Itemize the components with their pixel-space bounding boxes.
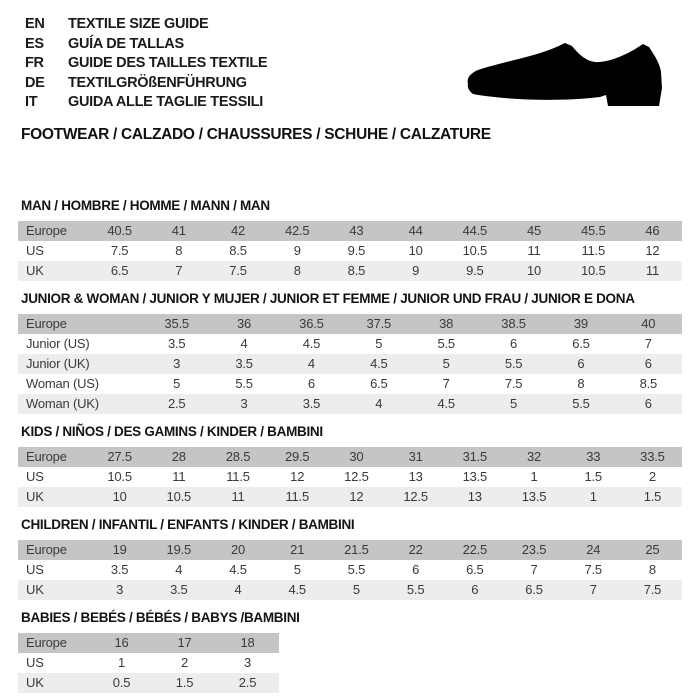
size-table-section [18, 424, 682, 507]
size-value: 2 [180, 655, 189, 670]
size-row [18, 447, 682, 467]
size-row [18, 580, 682, 600]
row-label: US [26, 562, 44, 577]
size-value: 8 [648, 562, 656, 577]
size-value: 3 [116, 582, 124, 597]
size-value: 9 [412, 263, 420, 278]
size-table-section [18, 291, 682, 414]
shoe-icon [463, 36, 667, 116]
size-value: 19 [112, 542, 127, 557]
size-value: 44 [408, 223, 423, 238]
size-value: 11 [231, 489, 245, 504]
size-value: 0.5 [112, 675, 131, 690]
size-value: 9.5 [347, 243, 366, 258]
size-table [18, 221, 682, 281]
size-value: 38.5 [501, 316, 526, 331]
size-table-title: KIDS / NIÑOS / DES GAMINS / KINDER / BAMBINI [21, 423, 323, 439]
row-label: US [26, 469, 44, 484]
size-value: 36.5 [299, 316, 324, 331]
size-value: 35.5 [164, 316, 189, 331]
size-value: 6.5 [110, 263, 129, 278]
size-value: 4.5 [437, 396, 455, 411]
size-value: 42 [230, 223, 246, 238]
size-table-title: JUNIOR & WOMAN / JUNIOR Y MUJER / JUNIOR ET FEMME / JUNIOR UND FRAU / JUNIOR E DONA [21, 290, 635, 306]
size-value: 12.5 [403, 489, 428, 504]
size-value: 10 [112, 489, 127, 504]
size-value: 5.5 [504, 356, 523, 371]
category-heading: FOOTWEAR / CALZADO / CHAUSSURES / SCHUHE / CALZATURE [21, 125, 491, 143]
size-value: 33 [586, 449, 601, 464]
size-value: 7 [442, 376, 450, 391]
size-row [18, 633, 279, 653]
size-row [18, 487, 682, 507]
row-label: Europe [26, 542, 67, 557]
language-code: IT [25, 94, 38, 110]
size-value: 10 [408, 243, 423, 258]
language-code: ES [25, 35, 44, 52]
size-value: 42.5 [284, 223, 310, 238]
size-value: 10.5 [462, 243, 488, 258]
size-table-section [18, 517, 682, 600]
row-label: US [26, 655, 44, 670]
size-value: 36 [237, 316, 252, 331]
size-value: 3.5 [167, 336, 186, 351]
size-value: 5 [442, 356, 450, 371]
size-value: 2.5 [238, 675, 257, 690]
size-value: 8 [175, 243, 183, 258]
size-value: 8.5 [347, 263, 366, 278]
size-value: 16 [114, 635, 129, 650]
size-value: 10 [526, 263, 542, 278]
size-value: 11 [527, 243, 541, 258]
size-value: 28 [171, 449, 186, 464]
size-value: 31 [408, 449, 423, 464]
language-code: FR [25, 55, 44, 71]
size-value: 21 [290, 542, 305, 557]
size-value: 5 [173, 376, 181, 391]
size-value: 46 [645, 223, 660, 238]
size-row [18, 673, 279, 693]
size-value: 6.5 [370, 376, 388, 391]
size-value: 10.5 [166, 489, 192, 504]
row-label: UK [26, 489, 44, 504]
size-value: 7.5 [504, 376, 523, 391]
size-table [18, 447, 682, 507]
size-value: 5.5 [437, 336, 455, 351]
size-table [18, 633, 279, 693]
size-value: 4 [307, 356, 315, 371]
row-label: US [26, 243, 44, 258]
size-value: 8 [577, 376, 585, 391]
size-value: 22.5 [462, 542, 488, 557]
size-value: 3.5 [302, 396, 321, 411]
size-value: 3.5 [235, 356, 253, 371]
size-value: 23.5 [521, 542, 547, 557]
size-value: 4.5 [370, 356, 388, 371]
size-value: 18 [240, 635, 255, 650]
size-value: 11.5 [285, 489, 309, 504]
size-value: 10.5 [107, 469, 132, 484]
size-row [18, 334, 682, 354]
size-value: 6 [644, 396, 652, 411]
size-value: 8 [293, 263, 301, 278]
size-value: 7.5 [643, 582, 662, 597]
size-table-section [18, 610, 682, 693]
size-value: 7 [175, 263, 183, 278]
size-value: 43 [349, 223, 364, 238]
size-table-section [18, 198, 682, 281]
size-value: 11.5 [226, 469, 250, 484]
size-value: 1.5 [175, 675, 194, 690]
size-value: 7.5 [229, 263, 247, 278]
size-value: 21.5 [344, 542, 369, 557]
row-label: Europe [26, 316, 67, 331]
size-value: 11 [645, 263, 659, 278]
size-value: 2 [648, 469, 656, 484]
size-value: 45 [526, 223, 542, 238]
size-value: 37.5 [366, 316, 392, 331]
row-label: UK [26, 675, 44, 690]
size-value: 32 [526, 449, 542, 464]
size-value: 33.5 [640, 449, 665, 464]
size-value: 6 [577, 356, 585, 371]
size-row [18, 221, 682, 241]
size-row [18, 354, 682, 374]
size-row [18, 467, 682, 487]
size-tables [18, 198, 682, 693]
language-title: TEXTILGRÖßENFÜHRUNG [68, 74, 247, 91]
size-table-title: BABIES / BEBÉS / BÉBÉS / BABYS /BAMBINI [21, 609, 300, 625]
size-value: 6 [307, 376, 315, 391]
size-value: 7.5 [584, 562, 602, 577]
size-value: 5.5 [406, 582, 425, 597]
size-value: 5.5 [572, 396, 590, 411]
size-value: 4 [234, 582, 242, 597]
size-value: 27.5 [107, 449, 132, 464]
size-value: 6 [510, 336, 518, 351]
size-value: 41 [171, 223, 186, 238]
row-label: Woman (US) [26, 376, 99, 391]
size-value: 5.5 [347, 562, 366, 577]
size-value: 1 [530, 469, 538, 484]
size-value: 8.5 [639, 376, 658, 391]
size-row [18, 560, 682, 580]
size-value: 17 [177, 635, 192, 650]
size-value: 12 [290, 469, 305, 484]
size-value: 7 [644, 336, 652, 351]
size-value: 1 [589, 489, 597, 504]
size-value: 1.5 [584, 469, 602, 484]
size-value: 39 [573, 316, 588, 331]
size-value: 12.5 [344, 469, 369, 484]
language-title: TEXTILE SIZE GUIDE [68, 16, 209, 32]
size-value: 3.5 [110, 562, 129, 577]
size-value: 3.5 [170, 582, 188, 597]
size-row [18, 241, 682, 261]
size-value: 3 [240, 396, 248, 411]
size-table [18, 314, 682, 414]
row-label: UK [26, 263, 44, 278]
row-label: Europe [26, 635, 67, 650]
row-label: Junior (UK) [26, 356, 90, 371]
size-value: 29.5 [284, 449, 310, 464]
size-value: 30 [349, 449, 364, 464]
size-value: 19.5 [166, 542, 192, 557]
size-value: 45.5 [580, 223, 606, 238]
size-value: 7 [589, 582, 597, 597]
size-value: 4 [175, 562, 183, 577]
size-value: 1.5 [643, 489, 662, 504]
size-row [18, 314, 682, 334]
size-value: 1 [117, 655, 126, 670]
row-label: Europe [26, 449, 67, 464]
size-value: 2.5 [167, 396, 186, 411]
size-value: 13.5 [462, 469, 488, 484]
size-value: 7.5 [110, 243, 129, 258]
size-value: 5 [510, 396, 518, 411]
size-value: 10.5 [580, 263, 606, 278]
size-value: 25 [645, 542, 660, 557]
size-value: 40 [641, 316, 656, 331]
language-code: DE [25, 74, 45, 91]
size-value: 12 [349, 489, 364, 504]
size-value: 3 [243, 655, 252, 670]
row-label: Europe [26, 223, 67, 238]
size-value: 6 [471, 582, 479, 597]
size-value: 38 [439, 316, 454, 331]
size-value: 20 [230, 542, 246, 557]
size-value: 28.5 [225, 449, 251, 464]
size-value: 9.5 [466, 263, 484, 278]
size-value: 4 [240, 336, 248, 351]
size-value: 12 [645, 243, 660, 258]
size-value: 5 [293, 562, 301, 577]
language-title: GUIDA ALLE TAGLIE TESSILI [68, 94, 263, 110]
size-value: 6.5 [572, 336, 590, 351]
row-label: Junior (US) [26, 336, 90, 351]
size-value: 22 [408, 542, 423, 557]
row-label: UK [26, 582, 44, 597]
size-value: 6 [412, 562, 420, 577]
language-row [25, 15, 700, 35]
size-row [18, 394, 682, 414]
size-row [18, 374, 682, 394]
size-value: 31.5 [462, 449, 488, 464]
size-value: 6.5 [525, 582, 543, 597]
size-value: 40.5 [107, 223, 132, 238]
size-value: 8.5 [229, 243, 247, 258]
size-row [18, 261, 682, 281]
size-value: 44.5 [462, 223, 488, 238]
size-table-title: CHILDREN / INFANTIL / ENFANTS / KINDER / BAMBINI [21, 516, 355, 532]
size-value: 13 [408, 469, 423, 484]
size-value: 5 [375, 336, 383, 351]
language-title: GUÍA DE TALLAS [68, 35, 184, 52]
size-row [18, 540, 682, 560]
size-value: 13 [467, 489, 482, 504]
size-value: 4 [375, 396, 383, 411]
size-row [18, 653, 279, 673]
size-value: 6 [644, 356, 652, 371]
row-label: Woman (UK) [26, 396, 99, 411]
language-title: GUIDE DES TAILLES TEXTILE [68, 55, 268, 71]
size-value: 9 [293, 243, 301, 258]
size-value: 7 [530, 562, 538, 577]
size-value: 5 [352, 582, 360, 597]
size-value: 24 [586, 542, 601, 557]
size-value: 5.5 [235, 376, 253, 391]
size-value: 6.5 [466, 562, 484, 577]
size-value: 3 [173, 356, 181, 371]
size-value: 11.5 [581, 243, 605, 258]
size-table-title: MAN / HOMBRE / HOMME / MANN / MAN [21, 197, 270, 213]
size-table [18, 540, 682, 600]
size-value: 11 [172, 469, 186, 484]
size-value: 4.5 [288, 582, 306, 597]
language-code: EN [25, 16, 45, 32]
size-value: 4.5 [229, 562, 247, 577]
size-value: 13.5 [521, 489, 547, 504]
size-value: 4.5 [302, 336, 321, 351]
